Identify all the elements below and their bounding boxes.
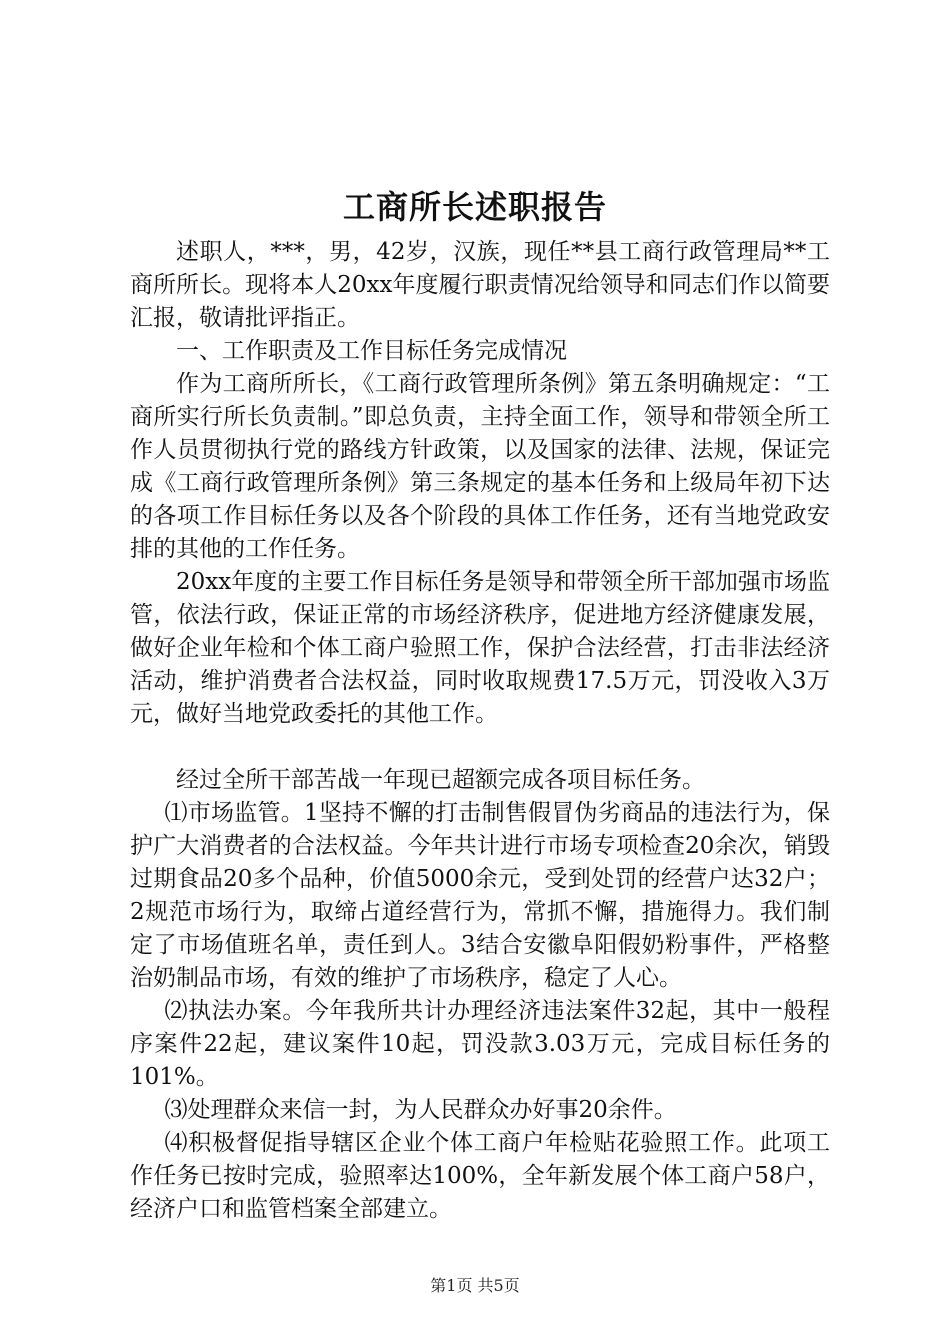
paragraph-duties: 作为工商所所长，《工商行政管理所条例》第五条明确规定：“工商所实行所长负责制。”即总负责，主持全面工作，领导和带领全所工作人员贯彻执行党的路线方针政策，以及国家的法律、法规，保证完成《工商行政管理所条例》第三条规定的基本任务和上级局年初下达的各项工作目标任务以及各个阶段的具体工作任务，还有当地党政安排的其他的工作任务。: [130, 371, 830, 562]
paragraph-summary: 经过全所干部苦战一年现已超额完成各项目标任务。: [176, 767, 705, 793]
list-item-annual-inspection: ⑷积极督促指导辖区企业个体工商户年检贴花验照工作。此项工作任务已按时完成，验照率达100%，全年新发展个体工商户58户，经济户口和监管档案全部建立。: [130, 1130, 830, 1222]
list-item-law-enforcement: ⑵执法办案。今年我所共计办理经济违法案件32起，其中一般程序案件22起，建议案件10起，罚没款3.03万元，完成目标任务的101%。: [130, 998, 830, 1090]
list-item-market-supervision: ⑴市场监管。1坚持不懈的打击制售假冒伪劣商品的违法行为，保护广大消费者的合法权益。今年共计进行市场专项检查20余次，销毁过期食品20多个品种，价值5000余元，受到处罚的经营户达32户；2规范市场行为，取缔占道经营行为，常抓不懈，措施得力。我们制定了市场值班名单，责任到人。3结合安徽阜阳假奶粉事件，严格整治奶制品市场，有效的维护了市场秩序，稳定了人心。: [130, 800, 830, 991]
paragraph-intro: 述职人，***，男，42岁，汉族，现任**县工商行政管理局**工商所所长。现将本人20xx年度履行职责情况给领导和同志们作以简要汇报，敬请批评指正。: [130, 239, 830, 331]
list-item-public-letters: ⑶处理群众来信一封，为人民群众办好事20余件。: [164, 1097, 677, 1123]
document-body: [130, 236, 830, 1226]
paragraph-annual-goals: 20xx年度的主要工作目标任务是领导和带领全所干部加强市场监管，依法行政，保证正常的市场经济秩序，促进地方经济健康发展，做好企业年检和个体工商户验照工作，保护合法经营，打击非法经济活动，维护消费者合法权益，同时收取规费17.5万元，罚没收入3万元，做好当地党政委托的其他工作。: [130, 569, 830, 727]
page-footer: 第1页 共5页: [430, 1276, 520, 1295]
document-title: 工商所长述职报告: [342, 188, 607, 226]
section-heading-1: 一、工作职责及工作目标任务完成情况: [176, 338, 567, 364]
